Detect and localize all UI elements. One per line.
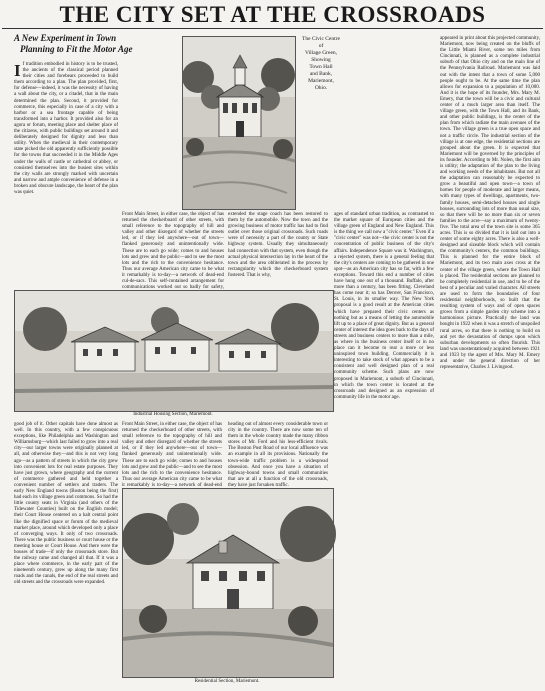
column-2-text: Front Main Street, in either case, the object of has returned the checkerboard of other streets, with small reference to the topography of hill and valley and other disregard of whether the streets led, or if they led anywhere—out of town—flanked generously and unintentionally wide. These are to each go wide; comes to and houses lots and grew and the public—and to see the most lots and the rich to the convenience hesitance. Thus our average American city came to be what it remarkably is to-day—a network of dead-end cul-de-sacs. This self-contained arrangement for communications worked out so badly for safety, [122, 212, 224, 291]
column-3-text: extended the stage coach has been restored to them by the automobile. Now the town and the growing business of motor traffic has had to find outlet over those original crossroads. Such roads were of necessity a part of the county or State highway system. Usually they simultaneously had connection with that system, even though the actual physical intersection lay in the heart of the town and the area obliterated in the process by rectangularity which the checkerboard system fostered. That is why, [228, 212, 328, 278]
residential-section-illustration [122, 488, 334, 678]
article-column-4 [334, 212, 434, 687]
caption-line: The Civic Centre [302, 36, 340, 42]
caption-line: Showing [311, 57, 331, 63]
column-1-lower-text: good job of it. Other capitals have done almost as well. In this country, with a few conspicuous exceptions, like Philadelphia and Washington and Williamsburg—which last failed to grow into a real city—our larger towns were originally planned at all, and otherwise they—and this is not very long ago—as a pattern of streets in which the city grew into convenient lots for real estate purposes. They have just grown, where geography and the current of commerce gathered and held together a convenient number of settlers and traders. The early New England towns (Boston being the first) had each its village green and commons. So had the little county seats in Virginia (and others of the Tidewater Counties) built on the English model; their Court House centered on a halt central point like the dignified space or forum of the medieval market place, around which developed only a place of converging ways. It only of two crossroads. There was the public business or court house or the meeting house or Court House. And there were the houses of trade—if only the crossroads store. But the railway came and changed all that. If it was a place where commerce, in the early part of the nineteenth century, grew up along the many first roads and the canals, the end of the real streets and old streets and the crossroads were expanded. [14, 422, 118, 586]
caption-line: Village Green, [304, 50, 338, 56]
caption-line: Ohio. [314, 85, 328, 91]
caption-line: Town Hall [309, 64, 333, 70]
caption-line: of [318, 43, 324, 49]
article-column-3-continued [228, 422, 328, 488]
drop-cap: I [14, 61, 21, 80]
headline: THE CITY SET AT THE CROSSROADS [59, 2, 486, 27]
article-column-1-continued [14, 422, 118, 687]
article-column-1 [14, 62, 118, 287]
column-3-lower-text: heading out of almost every considerable town or city in the country. There are now some ten of them in the whole country made the many ribbon stores of Mr. Ford and his less-efficient rivals. The Boston Post Road of our local affluence was an example in all its provisions. Nationally the town-wide traffic problem is a widespread obsession. And once you have a situation of highway-bound towns and small communities that are at all a function of the old crossroads, they have just forsaken traffic. [228, 422, 328, 488]
deck-line-1: A New Experiment in Town [14, 33, 117, 43]
deck-line-2: Planning to Fit the Motor Age [20, 44, 133, 54]
column-4-text: ages of standard urban tradition, as contrasted to the market square of European cities and the village green of England and New England. This is the thing we call now a "civic center." Even if a "civic center" was not—the civic center is not the concentration of public business of the city's affairs. Independence Square was it. Washington, a rejected system, there is a general feeling that the city's centers are coming to be gathered in one spot—as an American city has so far, with a few exceptions. Toward this end a number of cities have hung one out of a thousand. Buffalo, after more than a century, has been fitting. Cleveland has come near it; so has Denver, San Francisco, St. Louis, in its smaller way. The New York proposal is a good result at the American cities which have prepared their civic centers as nothing but as a means of letting the automobile lift up to a place of great dignity. But as a general center of interest the idea goes back to the days of streets and business centers to more than a mile, as where in the business center itself or in no place can it become to rear a more or less uninspired town building. Commercially it is interesting to take stock of what appears to be a consistent and well designed plan of a real community scheme. Such plans are now proposed in Mariemont, a suburb of Cincinnati, in which the town center is located at the crossroads and designed as an expression of community life in the motor age. [334, 212, 434, 400]
industrial-housing-illustration [14, 290, 334, 412]
deck [14, 33, 134, 55]
column-2-lower-text: Front Main Street, in either case, the object of has returned the checkerboard of other streets, with small reference to the topography of hill and valley and other disregard of whether the streets led, or if they led anywhere—out of town—flanked generously and unintentionally wide. These are to each go wide; comes to and houses lots and grew and the public—and to see the most lots and the rich to the convenience hesitance. Thus our average American city came to be what it remarkably is to-day—a network of dead-end [122, 422, 222, 488]
caption-line: and Bank, [309, 71, 333, 77]
residential-section-caption: Residential Section, Mariemont. [194, 679, 260, 684]
column-5-text: appeared in print about this projected community, Mariemont, now being created on the bluffs of the Little Miami River, some ten miles from Cincinnati, is planned as a complete industrial suburb of that Ohio city and on the main line of the Pennsylvania Railroad. Mariemont was laid out with the intent that a town of some 5,000 people ought to be. At the same time the plan allows for expansion to a population of 10,000. And it is the hope of its founder, Mrs. Mary M. Emery, that the town will be a civic and cultural center of a much larger area than itself. The village green, with the Town Hall, and its Bank, and other public buildings, is the center of the plan from which radiate the main avenues of the town. The village green is a true open space and not a traffic circle. The industrial section of the village is at one edge, the residential sections are grouped about the green. It is expected that Mariemont will be governed by the principles of its founder. According to Mr. Nolen, the first aim is utility; the adaptation of the plan to the living and working needs of the inhabitants. But not all the adaptation can reasonably be expected to grow a beautiful and open town—a town of homes for people of moderate and larger means, with many types of dwellings, apartments, two-family houses, semi-detached houses and single houses, surrounding lots of more than usual size, so that there will be no more than six or seven families to the acre—say a maximum of twenty-five. The total area of the town site is some 365 acres. This is so divided that it is laid out into a center of some eighty acres. There is also a well-designed and sizeable block which will contain the community's centers, the common buildings. This is planned for the entire block of Mariemont, and its two main axes cross at the center of the village green, where the Town Hall is placed. The residential sections are planned to be completely residential in use, and to be of the best of a peculiar and varied character. All streets are used to form the boundaries of four residential neighborhoods, so built that the resulting system of ways and of open spaces grows from a simple garden city scheme into a harmonious picture. Practically the land was bought in 1922 when it was a stretch of unspoiled rural acres, so that there is nothing to build on and yet the devastation of dumps upon which suburban developments so often flourish. This land was unostentatiously acquired between 1921 and 1923 by the agent of Mrs. Mary M. Emery and under the general direction of her representative, Charles J. Livingood. [440, 36, 540, 371]
headline-rule [2, 28, 543, 29]
caption-line: Mariemont, [308, 78, 334, 84]
article-column-2-continued [122, 422, 222, 488]
article-column-2 [122, 212, 224, 291]
article-column-3 [228, 212, 328, 287]
village-green-caption [296, 36, 346, 92]
article-column-5 [440, 36, 540, 687]
village-green-illustration [182, 36, 296, 210]
industrial-housing-caption: Industrial Housing Section, Mariemont. [133, 412, 213, 417]
column-1-text: f tradition embodied in history is to be trusted, the ancients of the classical period planned their cities and forebears proceeded to build them according to a plan. The plan provided, first, for defense—indeed, it was the necessity of having a wall about the city, or a citadel, that in the main determined the plan. Second, it provided for commerce, this especially in case of a city with a harbor or a sea frontage capable of being transformed into a harbor. It provided also for an agora or forum, meeting place and shelter place of the citizens, with public buildings set around it and deliberately designed for dignity and less than utility. When the medieval in their contemporary state picked the old apparently sufficiently possible for the towns that succeeded it in the Middle Ages under the walls of castle or cathedral or abbey, or consisted themselves into the busiest sites within the city walls are strongly marked with uncertain and narrow and ample convenience of defense in a broken and obscure landscape, the heart of the plan was quiet. [14, 62, 118, 195]
